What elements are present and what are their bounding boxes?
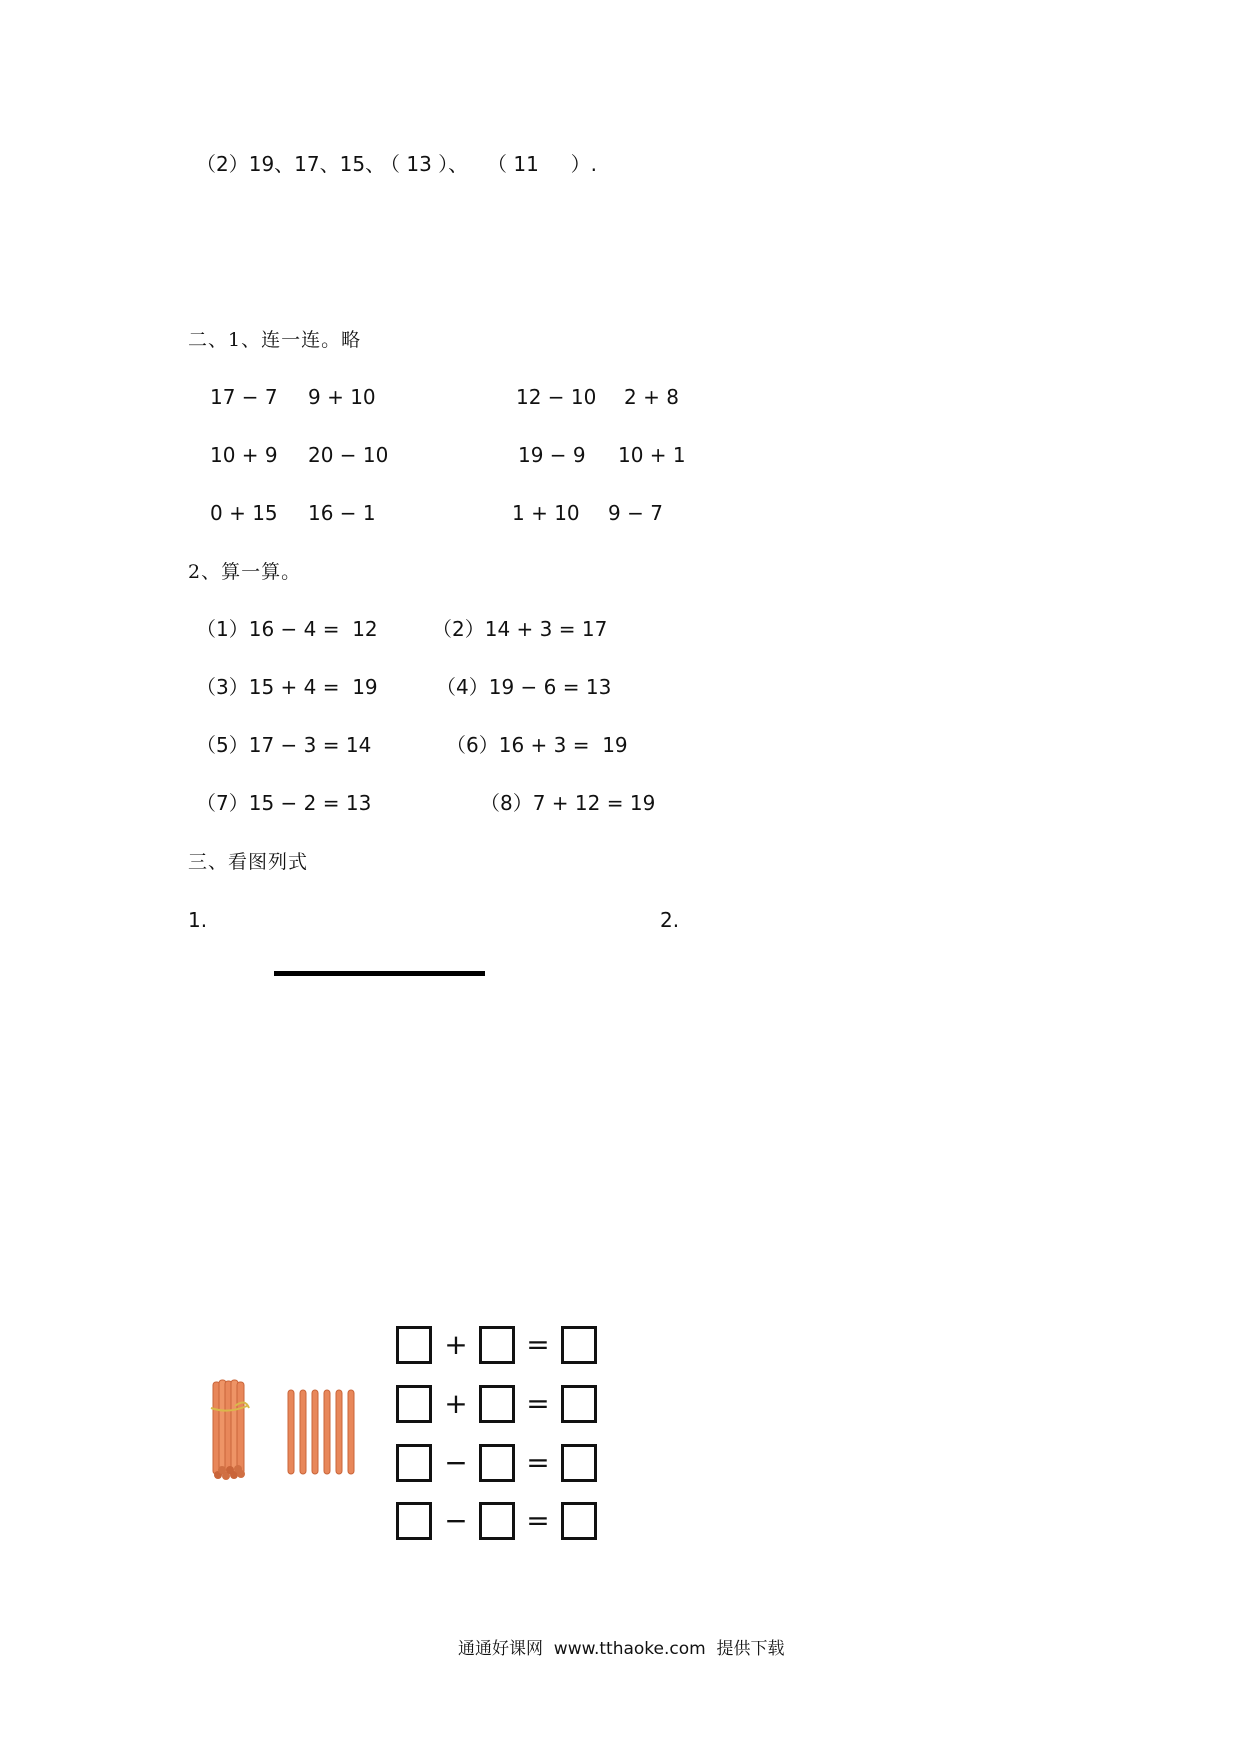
page-footer: 通通好课网 www.tthaoke.com 提供下载: [458, 1639, 785, 1659]
calc-item: （8）7 + 12 = 19: [480, 791, 656, 815]
calc-item: （3）15 + 4 = 19: [196, 675, 378, 699]
operator: =: [526, 1328, 550, 1361]
operator: −: [444, 1446, 468, 1479]
answer-box[interactable]: [561, 1444, 597, 1482]
calc-item: （2）14 + 3 = 17: [432, 617, 608, 641]
single-sticks-icon: [288, 1390, 354, 1474]
calc-item: （7）15 − 2 = 13: [196, 791, 372, 815]
operator: =: [526, 1387, 550, 1420]
match-expr: 20 − 10: [308, 443, 389, 467]
match-expr: 2 + 8: [624, 385, 679, 409]
answer-box[interactable]: [396, 1444, 432, 1482]
answer-box[interactable]: [561, 1502, 597, 1540]
answer-box[interactable]: [561, 1326, 597, 1364]
divider-line: [274, 971, 485, 976]
operator: =: [526, 1504, 550, 1537]
counting-sticks-illustration: [205, 1378, 365, 1482]
match-expr: 16 − 1: [308, 501, 376, 525]
answer-box[interactable]: [479, 1444, 515, 1482]
stick-bundle-icon: [211, 1380, 249, 1480]
calc-item: （4）19 − 6 = 13: [436, 675, 612, 699]
match-expr: 17 − 7: [210, 385, 278, 409]
answer-box[interactable]: [479, 1385, 515, 1423]
question-2-number: 2.: [660, 908, 680, 932]
operator: +: [444, 1328, 468, 1361]
match-expr: 10 + 1: [618, 443, 686, 467]
operator: +: [444, 1387, 468, 1420]
answer-box[interactable]: [396, 1502, 432, 1540]
calc-item: （5）17 − 3 = 14: [196, 733, 372, 757]
section-2-heading: 二、1、连一连。略: [188, 329, 362, 351]
calc-item: （6）16 + 3 = 19: [446, 733, 628, 757]
match-expr: 10 + 9: [210, 443, 278, 467]
question-1-number: 1.: [188, 908, 208, 932]
answer-box[interactable]: [396, 1326, 432, 1364]
sequence-q2-answer-2: （ 11 ）.: [487, 152, 597, 176]
calc-item: （1）16 − 4 = 12: [196, 617, 378, 641]
operator: −: [444, 1504, 468, 1537]
answer-box[interactable]: [396, 1385, 432, 1423]
match-expr: 0 + 15: [210, 501, 278, 525]
operator: =: [526, 1446, 550, 1479]
match-expr: 9 + 10: [308, 385, 376, 409]
sequence-q2-label: （2）19、17、15、: [196, 152, 386, 176]
match-expr: 19 − 9: [518, 443, 586, 467]
calc-heading: 2、算一算。: [188, 561, 302, 583]
section-3-heading: 三、看图列式: [188, 851, 309, 873]
match-expr: 1 + 10: [512, 501, 580, 525]
answer-box[interactable]: [479, 1326, 515, 1364]
match-expr: 9 − 7: [608, 501, 663, 525]
answer-box[interactable]: [479, 1502, 515, 1540]
sequence-q2-answer-1: （ 13 ）、: [380, 152, 469, 176]
answer-box[interactable]: [561, 1385, 597, 1423]
match-expr: 12 − 10: [516, 385, 597, 409]
